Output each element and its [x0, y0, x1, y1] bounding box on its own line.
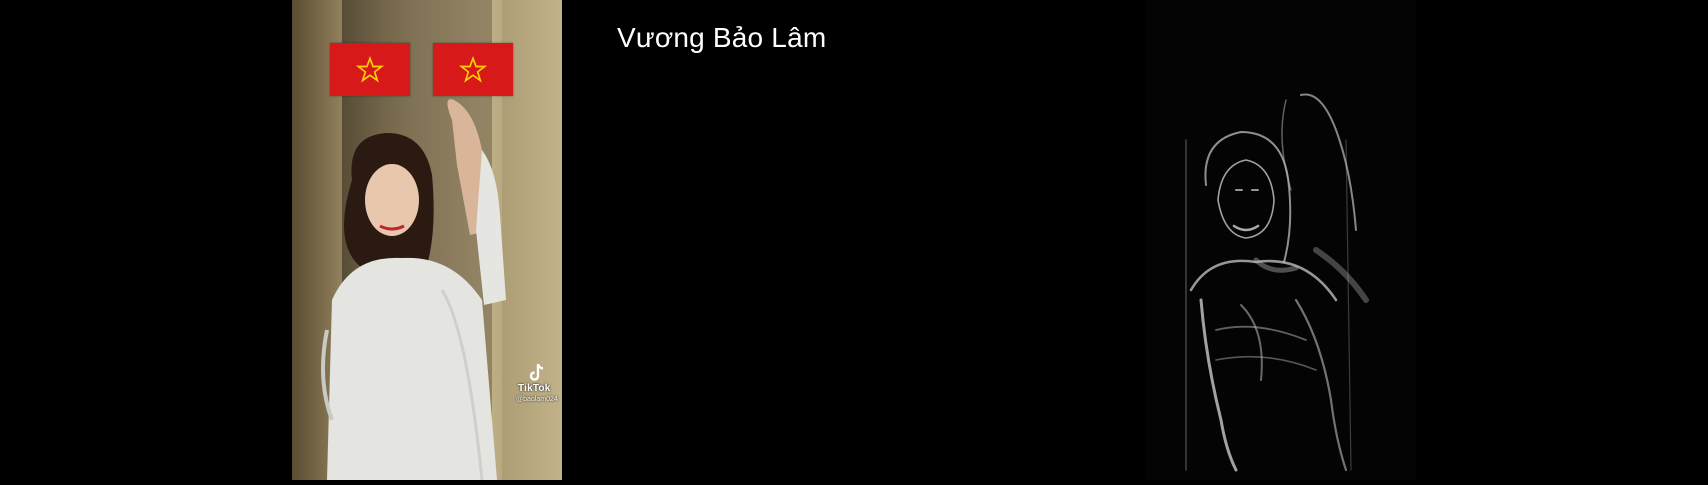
page-title: Vương Bảo Lâm — [617, 22, 827, 53]
tiktok-brand: TikTok — [518, 383, 551, 394]
vietnam-flag — [330, 43, 410, 96]
tiktok-icon — [528, 363, 546, 383]
video-frame — [292, 0, 562, 480]
star-icon — [459, 56, 487, 84]
tiktok-handle: @baolam024 — [516, 396, 558, 403]
star-icon — [356, 56, 384, 84]
vietnam-flag — [433, 43, 513, 96]
edge-outline — [1146, 0, 1416, 480]
edge-detection-frame — [1146, 0, 1416, 480]
